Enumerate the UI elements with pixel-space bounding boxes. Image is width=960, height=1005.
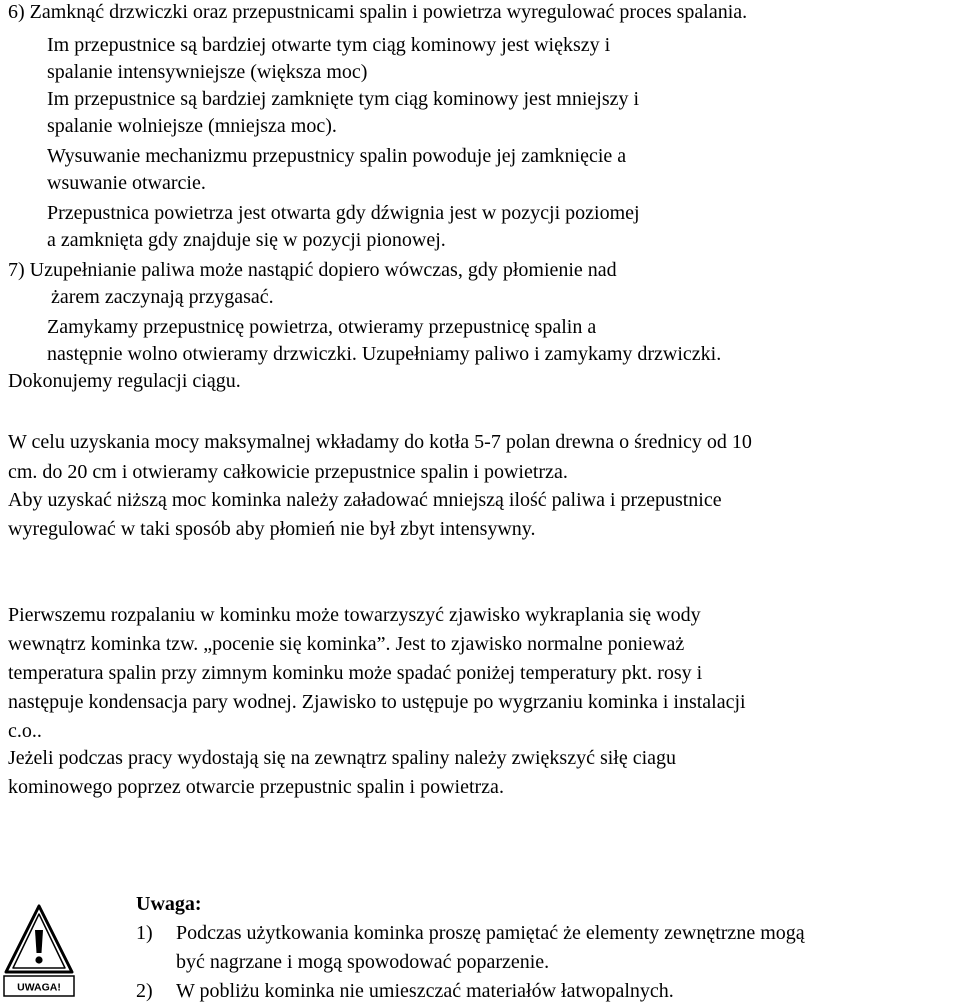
warning-icon-label: UWAGA! bbox=[17, 981, 61, 994]
warning-item-number: 2) bbox=[136, 980, 153, 1002]
text-line: Wysuwanie mechanizmu przepustnicy spalin powoduje jej zamknięcie a bbox=[47, 145, 627, 167]
text-line: Aby uzyskać niższą moc kominka należy załadować mniejszą ilość paliwa i przepustnice bbox=[8, 489, 722, 511]
text-line: c.o.. bbox=[8, 720, 42, 742]
warning-item-text: być nagrzane i mogą spowodować poparzenie. bbox=[176, 951, 550, 973]
text-line: następuje kondensacja pary wodnej. Zjawisko to ustępuje po wygrzaniu kominka i instalacji bbox=[8, 691, 746, 713]
text-line: Im przepustnice są bardziej otwarte tym ciąg kominowy jest większy i bbox=[47, 34, 611, 56]
text-line: 7) Uzupełnianie paliwa może nastąpić dopiero wówczas, gdy płomienie nad bbox=[8, 259, 617, 281]
text-line: Dokonujemy regulacji ciągu. bbox=[8, 370, 241, 392]
warning-item-text: W pobliżu kominka nie umieszczać materiałów łatwopalnych. bbox=[176, 980, 674, 1002]
text-line: Przepustnica powietrza jest otwarta gdy dźwignia jest w pozycji poziomej bbox=[47, 202, 640, 224]
text-line: żarem zaczynają przygasać. bbox=[51, 286, 274, 308]
warning-item-number: 1) bbox=[136, 922, 153, 944]
warning-icon bbox=[2, 900, 76, 1000]
text-line: wyregulować w taki sposób aby płomień nie był zbyt intensywny. bbox=[8, 518, 536, 540]
text-line: spalanie wolniejsze (mniejsza moc). bbox=[47, 115, 337, 137]
text-line: W celu uzyskania mocy maksymalnej wkładamy do kotła 5-7 polan drewna o średnicy od 10 bbox=[8, 431, 752, 453]
text-line: a zamknięta gdy znajduje się w pozycji pionowej. bbox=[47, 229, 446, 251]
text-line: 6) Zamknąć drzwiczki oraz przepustnicami spalin i powietrza wyregulować proces spalania. bbox=[8, 1, 748, 23]
text-line: cm. do 20 cm i otwieramy całkowicie przepustnice spalin i powietrza. bbox=[8, 461, 568, 483]
warning-item-text: Podczas użytkowania kominka proszę pamiętać że elementy zewnętrzne mogą bbox=[176, 922, 805, 944]
text-line: temperatura spalin przy zimnym kominku może spadać poniżej temperatury pkt. rosy i bbox=[8, 662, 703, 684]
text-line: wewnątrz kominka tzw. „pocenie się kominka”. Jest to zjawisko normalne ponieważ bbox=[8, 633, 685, 655]
text-line: Pierwszemu rozpalaniu w kominku może towarzyszyć zjawisko wykraplania się wody bbox=[8, 604, 701, 626]
text-line: Zamykamy przepustnicę powietrza, otwieramy przepustnicę spalin a bbox=[47, 316, 597, 338]
text-line: Im przepustnice są bardziej zamknięte tym ciąg kominowy jest mniejszy i bbox=[47, 88, 640, 110]
text-line: następnie wolno otwieramy drzwiczki. Uzupełniamy paliwo i zamykamy drzwiczki. bbox=[47, 343, 722, 365]
text-line: Jeżeli podczas pracy wydostają się na zewnątrz spaliny należy zwiększyć siłę ciagu bbox=[8, 747, 677, 769]
text-line: kominowego poprzez otwarcie przepustnic spalin i powietrza. bbox=[8, 776, 504, 798]
text-line: wsuwanie otwarcie. bbox=[47, 172, 206, 194]
warning-title: Uwaga: bbox=[136, 893, 202, 915]
text-line: spalanie intensywniejsze (większa moc) bbox=[47, 61, 368, 83]
